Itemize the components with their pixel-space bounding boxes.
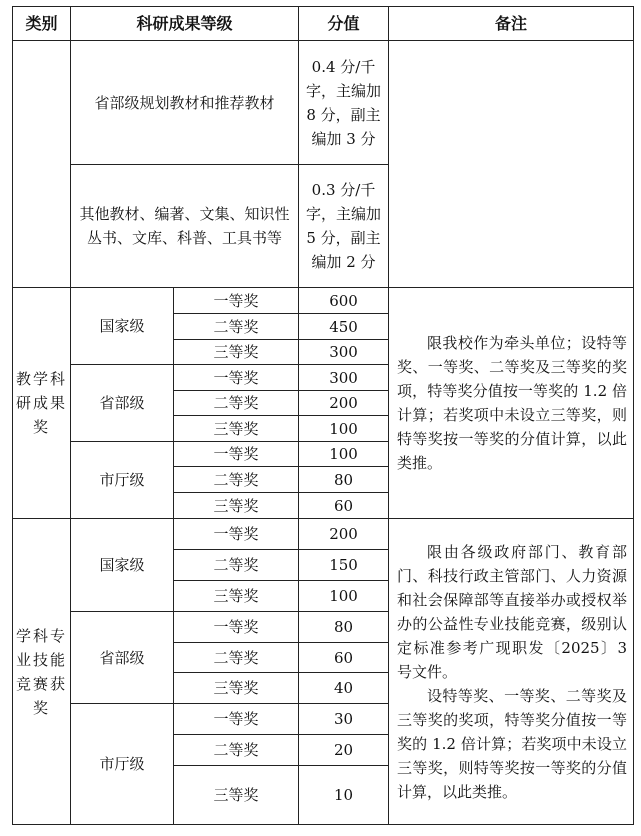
contest-remark: [389, 519, 634, 825]
prize-label: 三等奖: [174, 340, 299, 365]
textbook-score: 0.3 分/千字，主编加 5 分，副主编加 2 分: [299, 165, 389, 288]
textbook-name: 其他教材、编著、文集、知识性丛书、文库、科普、工具书等: [71, 165, 299, 288]
score-value: 300: [299, 340, 389, 365]
prize-label: 一等奖: [174, 442, 299, 467]
prize-label: 三等奖: [174, 416, 299, 442]
table-row: [13, 288, 634, 314]
prize-label: 二等奖: [174, 735, 299, 766]
prize-label: 二等奖: [174, 550, 299, 581]
score-value: 300: [299, 365, 389, 391]
score-value: 100: [299, 581, 389, 612]
score-value: 60: [299, 493, 389, 519]
prize-label: 三等奖: [174, 493, 299, 519]
score-value: 80: [299, 612, 389, 643]
level-label: 国家级: [71, 519, 174, 612]
prize-label: 一等奖: [174, 612, 299, 643]
prize-label: 三等奖: [174, 581, 299, 612]
header-score: 分值: [299, 7, 389, 41]
prize-label: 二等奖: [174, 314, 299, 340]
teaching-remark: 限我校作为牵头单位；设特等奖、一等奖、二等奖及三等奖的奖项，特等奖分值按一等奖的 1.2 倍计算；若奖项中未设立三等奖，则特等奖按一等奖的分值计算，以此类推。: [389, 288, 634, 519]
prize-label: 三等奖: [174, 766, 299, 825]
score-value: 60: [299, 643, 389, 673]
teaching-category: 教学科研成果奖: [13, 288, 71, 519]
prize-label: 三等奖: [174, 673, 299, 704]
score-value: 40: [299, 673, 389, 704]
table-row: [13, 519, 634, 550]
score-value: 20: [299, 735, 389, 766]
header-level: 科研成果等级: [71, 7, 299, 41]
level-label: 省部级: [71, 365, 174, 442]
table-row: [13, 41, 634, 165]
score-value: 600: [299, 288, 389, 314]
prize-label: 一等奖: [174, 519, 299, 550]
textbook-name: 省部级规划教材和推荐教材: [71, 41, 299, 165]
level-label: 省部级: [71, 612, 174, 704]
level-label: 市厅级: [71, 442, 174, 519]
textbook-category-cell: [13, 41, 71, 288]
level-label: 国家级: [71, 288, 174, 365]
textbook-remark-cell: [389, 41, 634, 288]
prize-label: 二等奖: [174, 643, 299, 673]
header-category: 类别: [13, 7, 71, 41]
contest-category: 学科专业技能竞赛获奖: [13, 519, 71, 825]
score-value: 80: [299, 467, 389, 493]
header-remark: 备注: [389, 7, 634, 41]
score-value: 200: [299, 519, 389, 550]
prize-label: 二等奖: [174, 467, 299, 493]
prize-label: 一等奖: [174, 704, 299, 735]
score-table: [12, 6, 634, 825]
score-value: 100: [299, 442, 389, 467]
prize-label: 二等奖: [174, 391, 299, 416]
contest-remark-p1: 限由各级政府部门、教育部门、科技行政主管部门、人力资源和社会保障部等直接举办或授权举办的公益性专业技能竞赛，级别认定标准参考广现职发〔2025〕3 号文件。: [397, 542, 628, 681]
score-value: 10: [299, 766, 389, 825]
contest-remark-p2: 设特等奖、一等奖、二等奖及三等奖的奖项，特等奖分值按一等奖的 1.2 倍计算；若奖项中未设立三等奖，则特等奖按一等奖的分值计算，以此类推。: [397, 686, 628, 801]
score-value: 450: [299, 314, 389, 340]
textbook-score: 0.4 分/千字，主编加 8 分，副主编加 3 分: [299, 41, 389, 165]
score-value: 30: [299, 704, 389, 735]
prize-label: 一等奖: [174, 288, 299, 314]
score-value: 150: [299, 550, 389, 581]
level-label: 市厅级: [71, 704, 174, 825]
prize-label: 一等奖: [174, 365, 299, 391]
score-value: 100: [299, 416, 389, 442]
score-value: 200: [299, 391, 389, 416]
header-row: [13, 7, 634, 41]
